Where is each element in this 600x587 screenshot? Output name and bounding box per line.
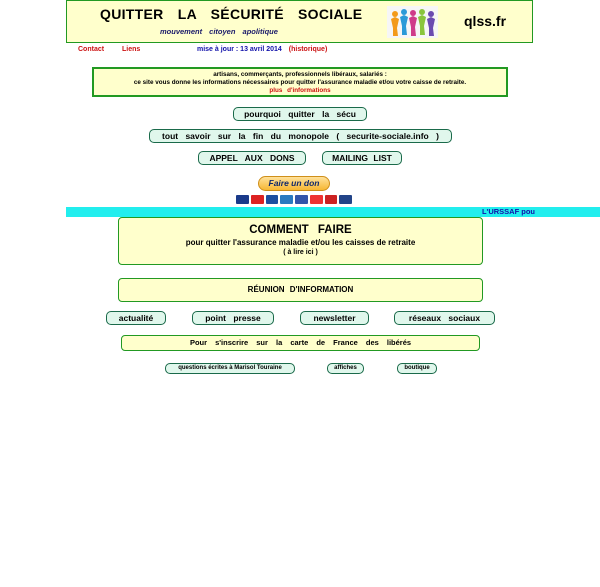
payment-card-icon xyxy=(339,195,352,204)
update-info xyxy=(197,46,327,53)
press-button[interactable]: point presse xyxy=(192,311,274,325)
newsletter-button[interactable]: newsletter xyxy=(300,311,369,325)
intro-line-2: ce site vous donne les informations nécessaires pour quitter l'assurance maladie et/ou votre caisse de retraite. xyxy=(133,79,467,86)
logo-figure-2 xyxy=(400,9,408,35)
info-meeting-box[interactable]: RÉUNION D'INFORMATION xyxy=(118,278,483,302)
payment-card-icon xyxy=(310,195,323,204)
news-button[interactable]: actualité xyxy=(106,311,166,325)
donate-button[interactable]: Faire un don xyxy=(258,176,330,191)
logo-figure-1 xyxy=(391,11,399,36)
how-to-title: COMMENT FAIRE xyxy=(249,224,352,236)
payment-cards xyxy=(236,195,352,204)
people-logo-icon xyxy=(387,6,438,38)
logo-figure-4 xyxy=(418,9,426,35)
how-to-box[interactable] xyxy=(118,217,483,265)
history-link[interactable]: (historique) xyxy=(288,46,328,53)
intro-box xyxy=(92,67,508,97)
site-title: QUITTER LA SÉCURITÉ SOCIALE xyxy=(100,6,363,22)
how-to-read-link[interactable]: ( à lire ici ) xyxy=(283,249,318,256)
why-leave-button[interactable]: pourquoi quitter la sécu xyxy=(233,107,367,121)
update-date: mise à jour : 13 avril 2014 xyxy=(197,46,282,53)
payment-card-icon xyxy=(266,195,279,204)
posters-button[interactable]: affiches xyxy=(327,363,364,374)
site-domain: qlss.fr xyxy=(464,13,507,29)
payment-card-icon xyxy=(295,195,308,204)
contact-link[interactable]: Contact xyxy=(78,46,105,53)
news-ticker-text: L'URSSAF pou xyxy=(481,207,535,216)
mailing-list-button[interactable]: MAILING LIST xyxy=(322,151,402,165)
payment-card-icon xyxy=(251,195,264,204)
site-subtitle: mouvement citoyen apolitique xyxy=(160,27,278,36)
intro-line-1: artisans, commerçants, professionnels libéraux, salariés : xyxy=(213,71,387,78)
logo-figure-5 xyxy=(427,11,435,36)
written-questions-button[interactable]: questions écrites à Marisol Touraine xyxy=(165,363,295,374)
how-to-subtitle: pour quitter l'assurance maladie et/ou les caisses de retraite xyxy=(185,238,416,247)
more-info-link[interactable]: plus d'informations xyxy=(269,87,331,94)
payment-card-icon xyxy=(325,195,338,204)
social-networks-button[interactable]: réseaux sociaux xyxy=(394,311,495,325)
donations-button[interactable]: APPEL AUX DONS xyxy=(198,151,306,165)
end-monopoly-button[interactable]: tout savoir sur la fin du monopole ( securite-sociale.info ) xyxy=(149,129,452,143)
shop-button[interactable]: boutique xyxy=(397,363,437,374)
payment-card-icon xyxy=(280,195,293,204)
logo-figure-3 xyxy=(409,10,417,36)
links-link[interactable]: Liens xyxy=(122,46,141,53)
signup-map-link[interactable]: Pour s'inscrire sur la carte de France des libérés xyxy=(121,335,480,351)
payment-card-icon xyxy=(236,195,249,204)
